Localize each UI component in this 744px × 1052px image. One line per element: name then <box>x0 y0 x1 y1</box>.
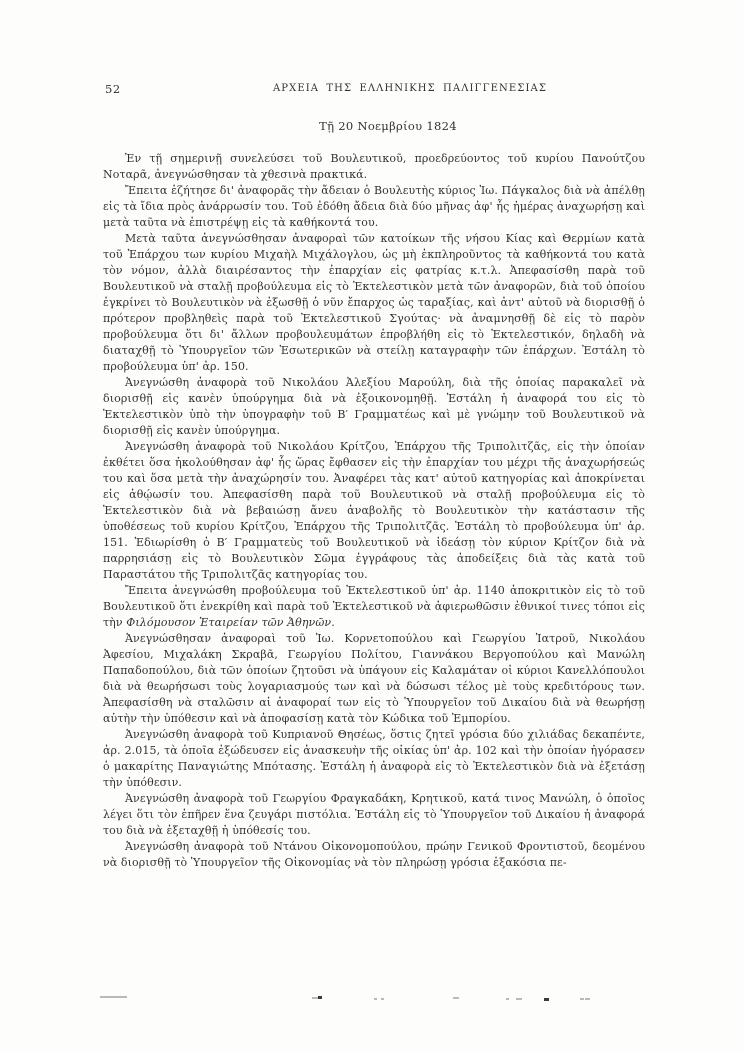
journal-title: ΑΡΧΕΙΑ ΤΗΣ ΕΛΛΗΝΙΚΗΣ ΠΑΛΙΓΓΕΝΕΣΙΑΣ <box>272 83 548 94</box>
paragraph-text: Ἀνεγνώσθη ἀναφορὰ τοῦ Ντάνου Οἰκονομοπούλου, πρώην Γενικοῦ Φροντιστοῦ, δεομένου νὰ διορισθῇ τὸ Ὑπουργεῖον τῆς Οἰκονομίας νὰ τὸν πληρώσῃ γρόσια ἑξακόσια πε- <box>103 840 645 869</box>
paragraph <box>103 791 645 839</box>
scan-artifact-dash <box>585 998 590 1000</box>
paragraph <box>103 183 645 231</box>
paragraph <box>103 375 645 439</box>
scan-artifact-dash <box>516 998 522 1000</box>
scan-artifact-dash <box>381 998 384 1000</box>
scan-artifact-dash <box>544 998 549 1001</box>
scan-artifact-dash <box>100 996 127 998</box>
paragraph-text: Ἀνεγνώσθη ἀναφορὰ τοῦ Νικολάου Κρίτζου, Ἐπάρχου τῆς Τριπολιτζᾶς, εἰς τὴν ὁποίαν ἐκθέτει ὅσα ἠκολούθησαν ἀφ' ἧς ὥρας ἔφθασεν εἰς τὴν ἐπαρχίαν του μέχρι τῆς ἀναχωρήσεώς του καὶ ὅσα μετὰ τὴν ἀναχώρησίν του. Ἀναφέρει τὰς κατ' αὐτοῦ κατηγορίας καὶ ἀποκρίνεται εἰς ἀθῴωσίν του. Ἀπεφασίσθη παρὰ τοῦ Βουλευτικοῦ νὰ σταλῇ προβούλευμα εἰς τὸ Ἐκτελεστικὸν διὰ νὰ βεβαιώσῃ ἄνευ ἀναβολῆς τὸ Βουλευτικὸν τὴν κατάστασιν τῆς ὑποθέσεως τοῦ κυρίου Κρίτζου, Ἐπάρχου τῆς Τριπολιτζᾶς. Ἐστάλη τὸ προβούλευμα ὑπ' ἀρ. 151. Ἐδιωρίσθη ὁ Β′ Γραμματεὺς τοῦ Βουλευτικοῦ νὰ ἰδεάσῃ τὸν κύριον Κρίτζον διὰ νὰ παρρησιάσῃ εἰς τὸ Βουλευτικὸν Σῶμα ἐγγράφους τὰς ἀποδείξεις διὰ τὰς κατὰ τοῦ Παραστάτου τῆς Τριπολιτζᾶς κατηγορίας του. <box>103 440 645 581</box>
paragraph <box>103 839 645 871</box>
page-number: 52 <box>105 82 121 96</box>
scan-artifact-dash <box>453 997 459 999</box>
scan-artifact-dash <box>580 998 584 1000</box>
document-body <box>103 151 645 871</box>
scan-artifact-dash <box>312 997 318 999</box>
text-block <box>103 82 645 869</box>
paragraph-text: Μετὰ ταῦτα ἀνεγνώσθησαν ἀναφοραὶ τῶν κατοίκων τῆς νήσου Κίας καὶ Θερμίων κατὰ τοῦ Ἐπάρχου των κυρίου Μιχαὴλ Μιχάλογλου, ὡς μὴ ἐκπληροῦντος τὰ καθήκοντά του κατὰ τὸν νόμον, ἀλλὰ διαιρέσαντος τὴν ἐπαρχίαν εἰς φατρίας κ.τ.λ. Ἀπεφασίσθη παρὰ τοῦ Βουλευτικοῦ νὰ σταλῇ προβούλευμα εἰς τὸ Ἐκτελεστικὸν μετὰ τῶν ἀναφορῶν, διὰ τοῦ ὁποίου ἐγκρίνει τὸ Βουλευτικὸν νὰ ἐξωσθῇ ὁ νῦν ἔπαρχος ὡς ταραξίας, καὶ ἀντ' αὐτοῦ νὰ διορισθῇ ὁ πρότερον προβληθεὶς παρὰ τοῦ Ἐκτελεστικοῦ Σγούτας· νὰ ἀναμνησθῇ δὲ εἰς τὸ παρὸν προβούλευμα ὅτι δι' ἄλλων προβουλευμάτων ἐπροβλήθη εἰς τὸ Ἐκτελεστικόν, δηλαδὴ νὰ διαταχθῇ τὸ Ὑπουργεῖον τῶν Ἐσωτερικῶν νὰ στείλῃ καταγραφὴν τῶν ἐπάρχων. Ἐστάλη τὸ προβούλευμα ὑπ' ἀρ. 150. <box>103 232 645 373</box>
scan-artifact-dash <box>374 998 377 1000</box>
date-heading: Τῇ 20 Νοεμβρίου 1824 <box>319 119 457 133</box>
scan-artifact-dash <box>318 996 322 999</box>
paragraph-text: Ἀνεγνώσθη ἀναφορὰ τοῦ Κυπριανοῦ Θησέως, ὅστις ζητεῖ γρόσια δύο χιλιάδας δεκαπέντε, ἀρ. 2.015, τὰ ὁποῖα ἐξώδευσεν εἰς ἀνασκευὴν τῆς οἰκίας ὑπ' ἀρ. 102 καὶ τὴν ὁποίαν ἠγόρασεν ὁ μακαρίτης Παναγιώτης Μπότασης. Ἐστάλη ἡ ἀναφορὰ εἰς τὸ Ἐκτελεστικὸν διὰ νὰ ἐξετάσῃ τὴν ὑπόθεσιν. <box>103 728 645 789</box>
paragraph-text: . <box>331 616 335 629</box>
paragraph <box>103 231 645 375</box>
paragraph <box>103 439 645 583</box>
page-header <box>103 82 645 96</box>
paragraph <box>103 151 645 183</box>
paragraph <box>103 727 645 791</box>
paragraph-text: Ἀνεγνώσθησαν ἀναφοραὶ τοῦ Ἰω. Κορνετοπούλου καὶ Γεωργίου Ἰατροῦ, Νικολάου Ἀφεσίου, Μιχαλάκη Σκραβᾶ, Γεωργίου Πολίτου, Γιαννάκου Βεργοπούλου καὶ Μανώλη Παπαδοπούλου, διὰ τῶν ὁποίων ζητοῦσι νὰ ὑπάγουν εἰς Καλαμάταν οἱ κύριοι Κανελλόπουλοι διὰ νὰ θεωρήσωσι τοὺς λογαριασμούς των καὶ νὰ δώσωσι τέλος μὲ τοὺς κρεδιτόρους των. Ἀπεφασίσθη νὰ σταλῶσιν αἱ ἀναφοραί των εἰς τὸ Ὑπουργεῖον τοῦ Δικαίου διὰ νὰ θεωρήσῃ αὐτὴν τὴν ὑπόθεσιν καὶ νὰ ἀποφασίσῃ κατὰ τὸν Κώδικα τοῦ Ἐμπορίου. <box>103 632 645 725</box>
paragraph <box>103 631 645 727</box>
paragraph-text: Ἔπειτα ἀνεγνώσθη προβούλευμα τοῦ Ἐκτελεστικοῦ ὑπ' ἀρ. 1140 ἀποκριτικὸν εἰς τὸ τοῦ Βουλευτικοῦ ὅτι ἐνεκρίθη καὶ παρὰ τοῦ Ἐκτελεστικοῦ νὰ ἀφιερωθῶσιν ἐθνικοί τινες τόποι εἰς τὴν <box>103 584 645 629</box>
paragraph-text: Ἔπειτα ἐζήτησε δι' ἀναφορᾶς τὴν ἄδειαν ὁ Βουλευτὴς κύριος Ἰω. Πάγκαλος διὰ νὰ ἀπέλθῃ εἰς τὰ ἴδια πρὸς ἀνάρρωσίν του. Τοῦ ἐδόθη ἄδεια διὰ δύο μῆνας ἀφ' ἧς ἡμέρας ἀναχωρήσῃ καὶ μετὰ ταῦτα νὰ ἐπιστρέψῃ εἰς τὰ καθήκοντά του. <box>103 184 645 229</box>
scan-artifact-dash <box>506 998 509 1000</box>
paragraph-text: Ἀνεγνώσθη ἀναφορὰ τοῦ Νικολάου Ἀλεξίου Μαρούλη, διὰ τῆς ὁποίας παρακαλεῖ νὰ διορισθῇ εἰς κανὲν ὑπούργημα διὰ νὰ ἐξοικονομηθῇ. Ἐστάλη ἡ ἀναφορά του εἰς τὸ Ἐκτελεστικὸν ὑπὸ τὴν ὑπογραφὴν τοῦ Β′ Γραμματέως καὶ μὲ γνώμην τοῦ Βουλευτικοῦ νὰ διορισθῇ εἰς κανὲν ὑπούργημα. <box>103 376 645 437</box>
paragraph-text: Ἀνεγνώσθη ἀναφορὰ τοῦ Γεωργίου Φραγκαδάκη, Κρητικοῦ, κατά τινος Μανώλη, ὁ ὁποῖος λέγει ὅτι τὸν ἐπῆρεν ἕνα ζευγάρι πιστόλια. Ἐστάλη εἰς τὸ Ὑπουργεῖον τοῦ Δικαίου ἡ ἀναφορά του διὰ νὰ ἐξεταχθῇ ἡ ὑπόθεσίς του. <box>103 792 645 837</box>
paragraph <box>103 583 645 631</box>
italic-phrase: Φιλόμουσον Ἑταιρείαν τῶν Ἀθηνῶν <box>126 616 332 629</box>
paragraph-text: Ἐν τῇ σημερινῇ συνελεύσει τοῦ Βουλευτικοῦ, προεδρεύοντος τοῦ κυρίου Πανούτζου Νοταρᾶ, ἀνεγνώσθησαν τὰ χθεσινὰ πρακτικά. <box>103 152 645 181</box>
